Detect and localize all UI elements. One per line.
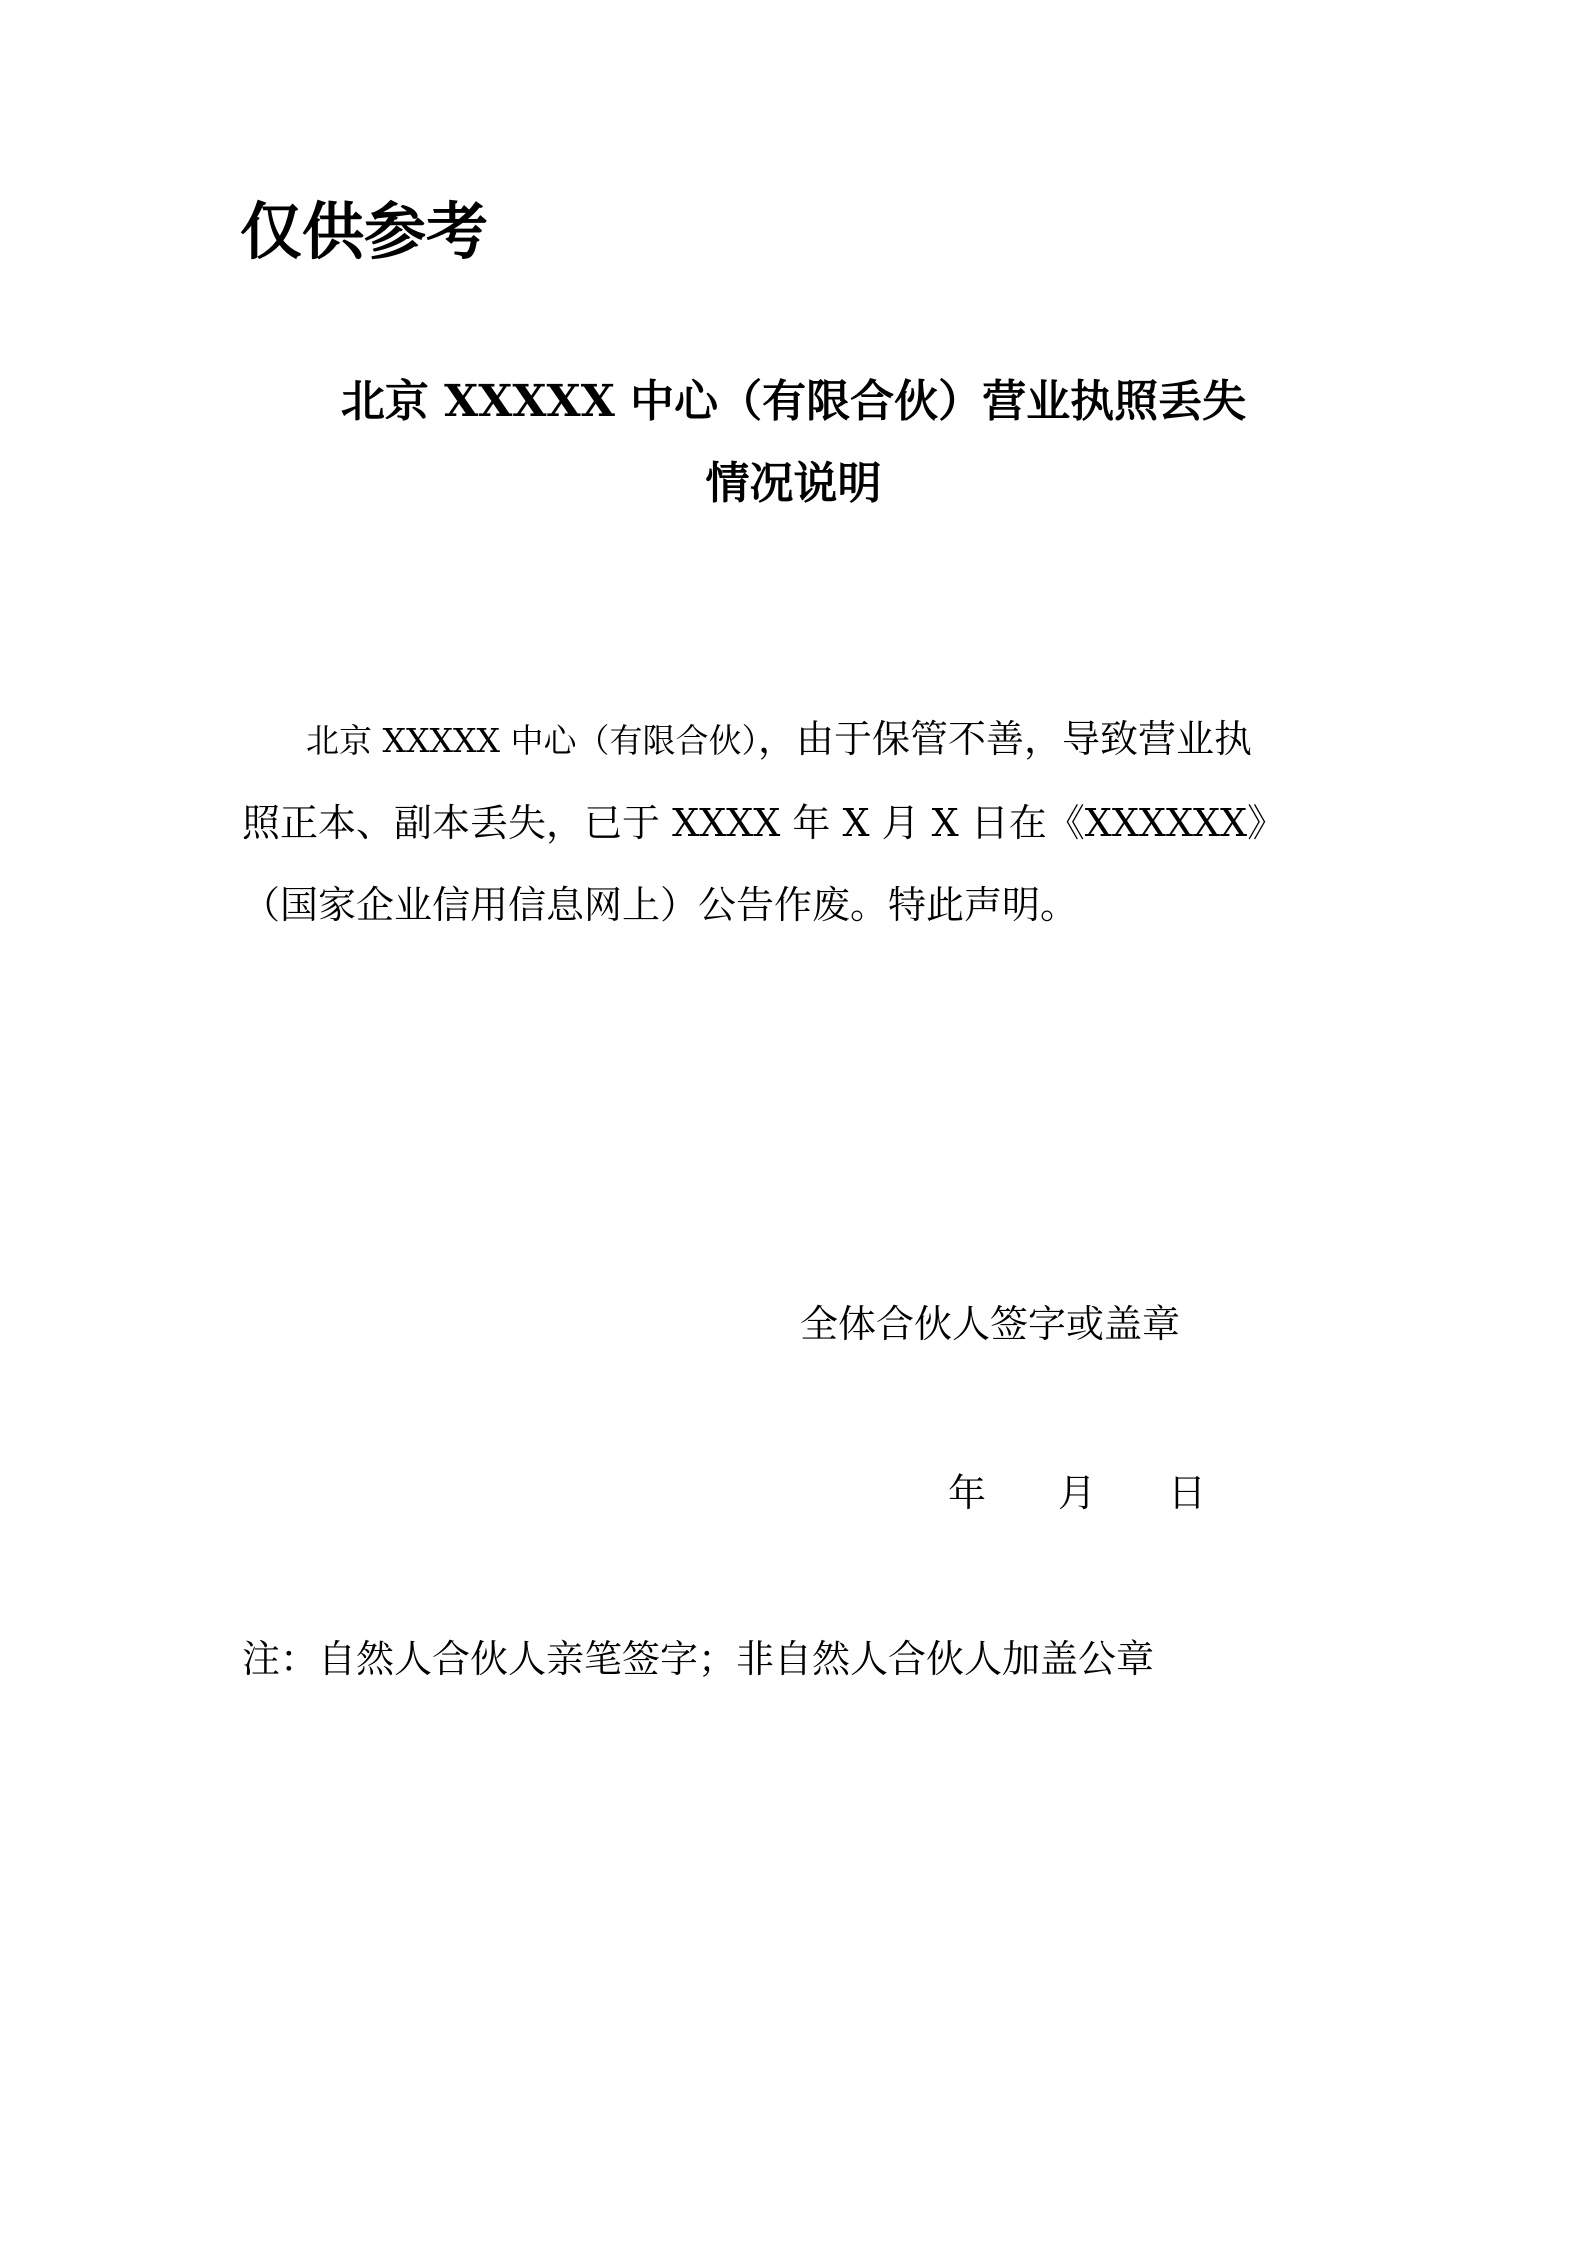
signature-note: 注：自然人合伙人亲笔签字；非自然人合伙人加盖公章 (242, 1637, 1155, 1681)
date-row (948, 1466, 1206, 1520)
partners-signature-label: 全体合伙人签字或盖章 (800, 1302, 1181, 1346)
document-title-line-2: 情况说明 (705, 458, 882, 509)
body-paragraph-line-1 (306, 712, 1252, 768)
reference-only-mark: 仅供参考 (240, 195, 489, 268)
date-month-label: 月 (1058, 1471, 1097, 1515)
document-title-line-1: 北京 XXXXX 中心（有限合伙）营业执照丢失 (340, 376, 1247, 427)
date-year-label: 年 (948, 1471, 987, 1515)
date-day-label: 日 (1168, 1471, 1207, 1515)
company-name: 北京 XXXXX 中心（有限合伙） (306, 721, 758, 760)
body-paragraph-line-2: 照正本、副本丢失，已于 XXXX 年 X 月 X 日在《XXXXXX》 (242, 801, 1286, 845)
body-paragraph-line-3: （国家企业信用信息网上）公告作废。特此声明。 (242, 883, 1079, 927)
body-line-1-text: ，由于保管不善，导致营业执 (757, 717, 1252, 761)
